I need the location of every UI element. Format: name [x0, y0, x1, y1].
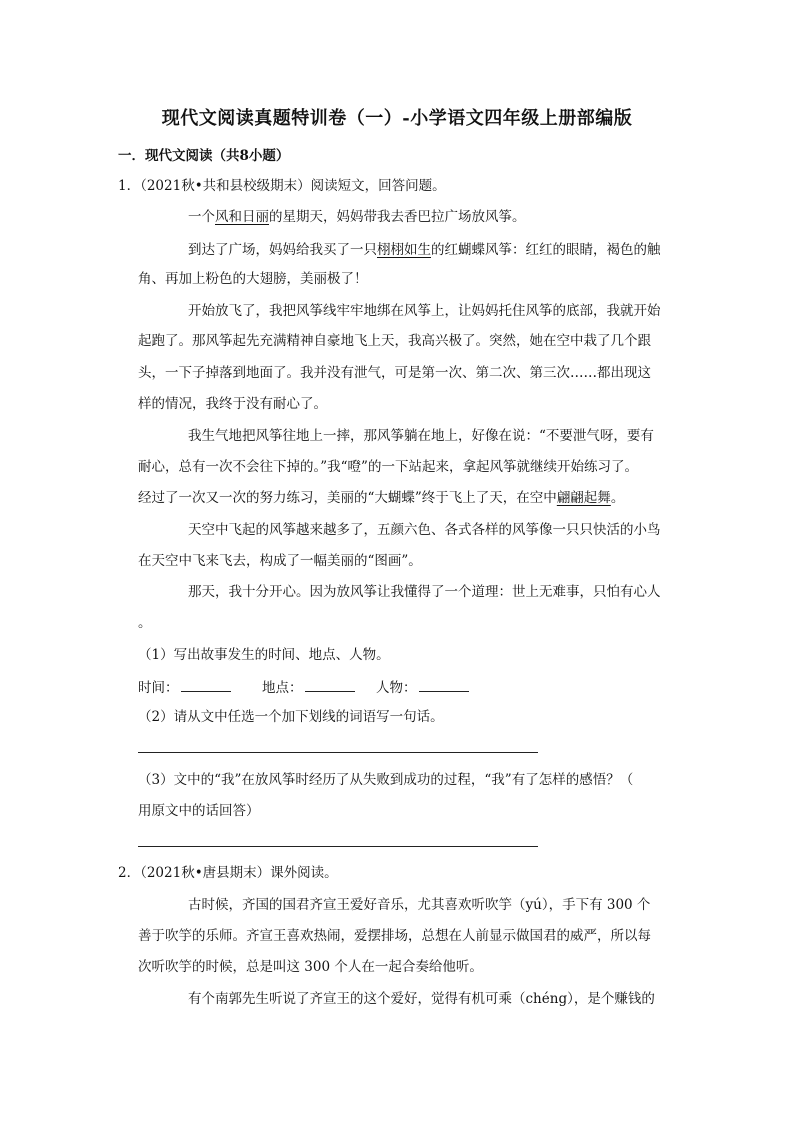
q1-underlined-phrase-2: 栩栩如生 — [377, 242, 431, 258]
answer-blank-people[interactable] — [419, 677, 469, 692]
q1-p4-text-a: 经过了一次又一次的努力练习，美丽的“大蝴蝶”终于飞上了天，在空中 — [138, 490, 557, 506]
answer-line-subquestion-2[interactable] — [138, 752, 538, 753]
answer-line-subquestion-3[interactable] — [138, 846, 538, 847]
answer-label-place: 地点： — [262, 680, 303, 696]
q1-subquestion-1: （1）写出故事发生的时间、地点、人物。 — [138, 647, 390, 663]
q1-underlined-phrase-1: 风和日丽 — [215, 209, 269, 225]
q1-paragraph-2-line-2: 角、再加上粉色的大翅膀，美丽极了！ — [138, 271, 368, 287]
q1-p1-text-b: 的星期天，妈妈带我去香巴拉广场放风筝。 — [269, 209, 526, 225]
q1-answer-time — [138, 677, 233, 697]
q1-paragraph-3-line-3: 头，一下子掉落到地面了。我并没有泄气，可是第一次、第二次、第三次……都出现这 — [138, 365, 651, 381]
q1-paragraph-2-line-1 — [188, 241, 661, 259]
q1-paragraph-1 — [188, 208, 526, 226]
q1-underlined-phrase-3: 翩翩起舞 — [556, 490, 611, 506]
q1-paragraph-6-line-1: 那天，我十分开心。因为放风筝让我懂得了一个道理：世上无难事，只怕有心人 — [188, 584, 661, 600]
q1-answer-place — [262, 677, 357, 697]
q1-paragraph-4-line-3 — [138, 489, 624, 507]
q2-paragraph-1-line-1: 古时候，齐国的国君齐宣王爱好音乐，尤其喜欢听吹竽（yú），手下有 300 个 — [188, 897, 651, 913]
q1-p2-text-b: 的红蝴蝶风筝：红红的眼睛，褐色的触 — [431, 242, 661, 258]
q1-p2-text-a: 到达了广场，妈妈给我买了一只 — [188, 242, 377, 258]
q2-paragraph-2-line-1: 有个南郭先生听说了齐宣王的这个爱好，觉得有机可乘（chéng），是个赚钱的 — [188, 991, 655, 1007]
answer-blank-place[interactable] — [305, 677, 355, 692]
question-1-header: 1．（2021秋•共和县校级期末）阅读短文，回答问题。 — [118, 178, 446, 194]
q1-paragraph-3-line-1: 开始放飞了，我把风筝线牢牢地绑在风筝上，让妈妈托住风筝的底部，我就开始 — [188, 303, 661, 319]
q2-paragraph-1-line-3: 次听吹竽的时候，总是叫这 300 个人在一起合奏给他听。 — [138, 959, 483, 975]
q1-subquestion-3-line-1: （3）文中的“我”在放风筝时经历了从失败到成功的过程，“我”有了怎样的感悟？（ — [138, 772, 634, 788]
q1-paragraph-4-line-2: 耐心，总有一次不会往下掉的。”我“噔”的一下站起来，拿起风筝就继续开始练习了。 — [138, 459, 638, 475]
q2-paragraph-1-line-2: 善于吹竽的乐师。齐宣王喜欢热闹，爱摆排场，总想在人前显示做国君的威严，所以每 — [138, 928, 651, 944]
q1-p4-text-b: 。 — [610, 490, 625, 506]
q1-subquestion-3-line-2: 用原文中的话回答） — [138, 803, 260, 819]
answer-label-people: 人物： — [376, 680, 417, 696]
q1-p1-text-a: 一个 — [188, 209, 215, 225]
page-title: 现代文阅读真题特训卷（一）-小学语文四年级上册部编版 — [161, 108, 633, 129]
q1-paragraph-4-line-1: 我生气地把风筝往地上一摔，那风筝躺在地上，好像在说：“不要泄气呀，要有 — [188, 428, 654, 444]
q1-paragraph-5-line-2: 在天空中飞来飞去，构成了一幅美丽的“图画”。 — [138, 553, 422, 569]
q1-paragraph-3-line-4: 样的情况，我终于没有耐心了。 — [138, 396, 327, 412]
answer-blank-time[interactable] — [181, 677, 231, 692]
section-heading: 一．现代文阅读（共8小题） — [118, 148, 290, 164]
q1-paragraph-5-line-1: 天空中飞起的风筝越来越多了，五颜六色、各式各样的风筝像一只只快活的小鸟 — [188, 522, 661, 538]
question-2-header: 2．（2021秋•唐县期末）课外阅读。 — [118, 865, 338, 881]
answer-label-time: 时间： — [138, 680, 179, 696]
q1-subquestion-2: （2）请从文中任选一个加下划线的词语写一句话。 — [138, 709, 444, 725]
q1-paragraph-6-line-2: 。 — [138, 615, 152, 631]
q1-paragraph-3-line-2: 起跑了。那风筝起先充满精神自豪地飞上天，我高兴极了。突然，她在空中栽了几个跟 — [138, 333, 651, 349]
q1-answer-people — [376, 677, 471, 697]
